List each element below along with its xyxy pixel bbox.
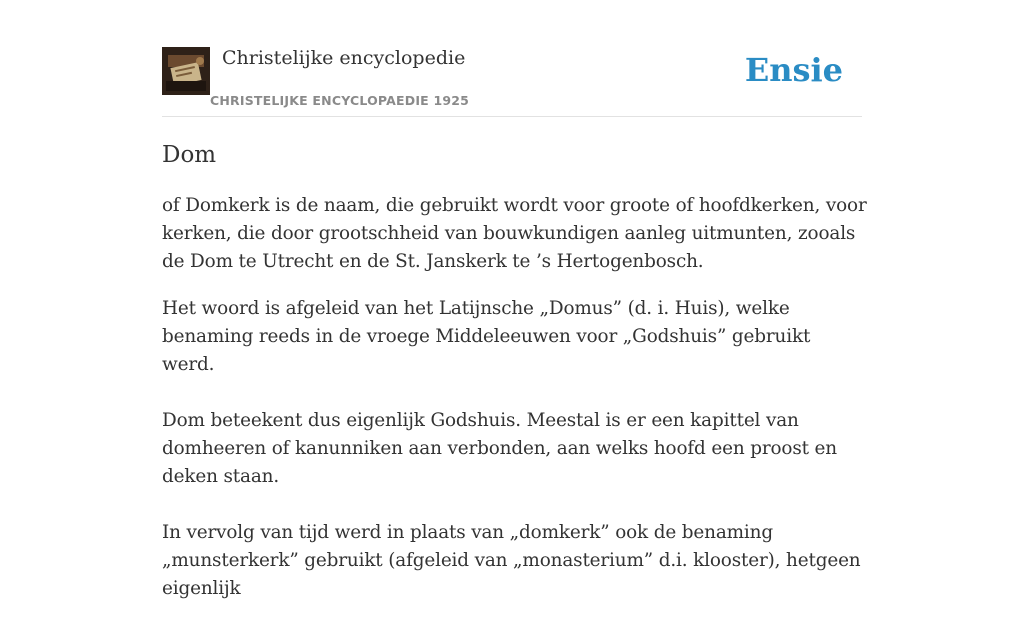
article-paragraph: In vervolg van tijd werd in plaats van „domkerk” ook de benaming „munsterkerk” gebruikt (afgeleid van „monasterium” d.i. klooster), hetgeen eigenlijk xyxy=(162,522,861,599)
book-cover-thumbnail-icon xyxy=(162,47,210,95)
page-title: Dom xyxy=(162,142,217,168)
site-header xyxy=(162,46,862,117)
source-title[interactable]: Christelijke encyclopedie xyxy=(222,47,466,69)
avatar[interactable] xyxy=(162,47,210,95)
article-body xyxy=(162,192,867,622)
source-subtitle: CHRISTELIJKE ENCYCLOPAEDIE 1925 xyxy=(210,93,470,108)
brand-logo[interactable]: Ensie xyxy=(744,51,843,89)
article-paragraph: of Domkerk is de naam, die gebruikt wordt voor groote of hoofdkerken, voor kerken, die door grootschheid van bouwkundigen aanleg uitmunten, zooals de Dom te Utrecht en de St. Janskerk te ’s Hertogenbosch. xyxy=(162,195,867,272)
article-paragraph: Het woord is afgeleid van het Latijnsche „Domus” (d. i. Huis), welke benaming reeds in de vroege Middeleeuwen voor „Godshuis” gebruikt werd. xyxy=(162,298,811,375)
article-paragraph: Dom beteekent dus eigenlijk Godshuis. Meestal is er een kapittel van domheeren of kanunniken aan verbonden, aan welks hoofd een proost en deken staan. xyxy=(162,410,837,487)
